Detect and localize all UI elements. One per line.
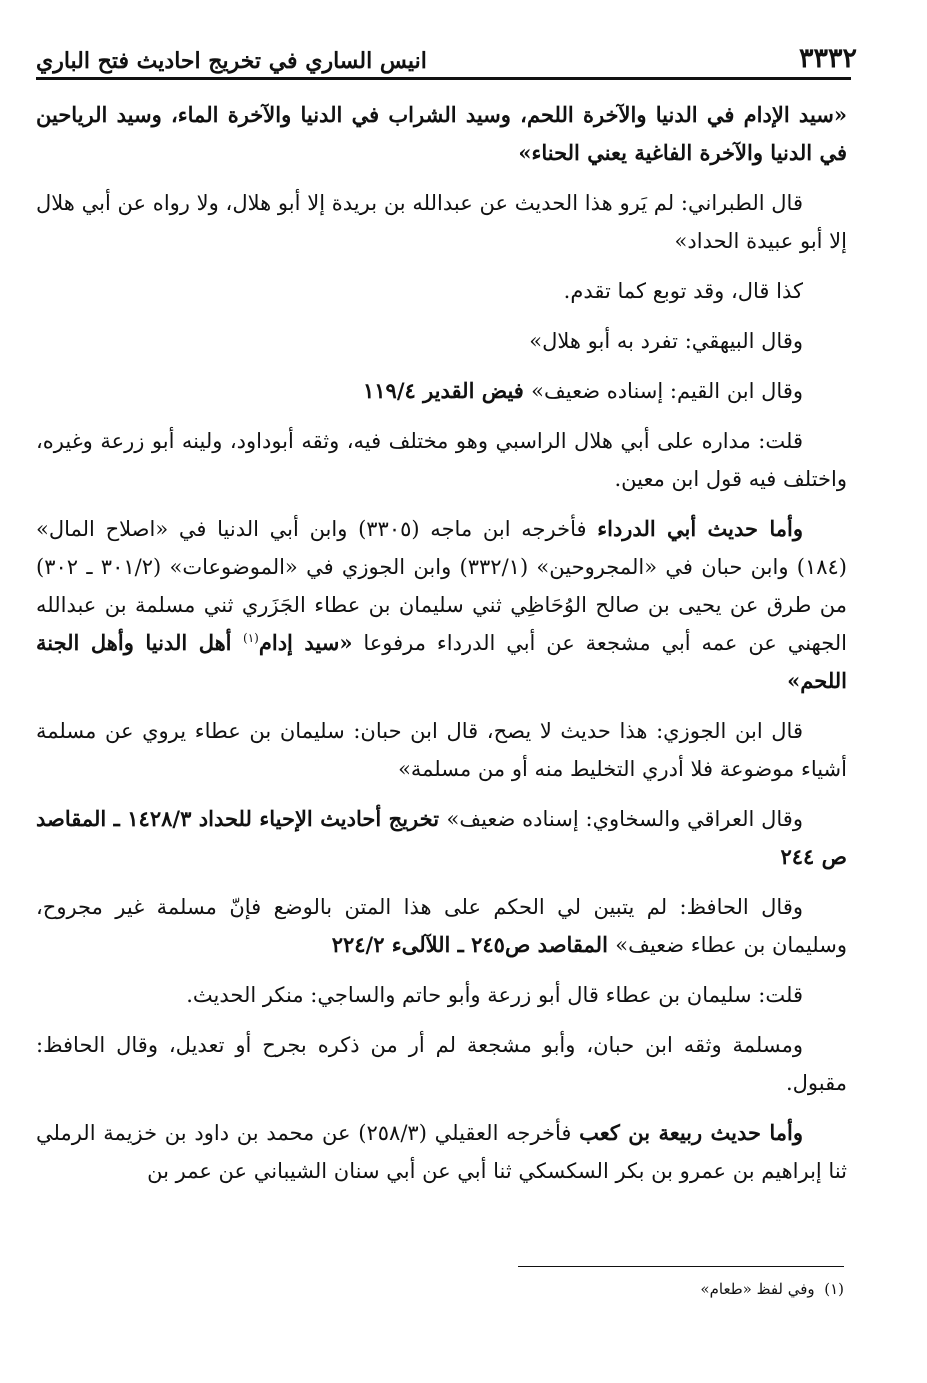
paragraph-hadith-text: «سيد الإدام في الدنيا والآخرة اللحم، وسيد الشراب في الدنيا والآخرة الماء، وسيد الرياحين في الدنيا والآخرة الفاغية يعني الحناء» [36,102,847,165]
page-body [36,96,847,1202]
hafiz-source: المقاصد ص٢٤٥ ـ اللآلىء ٢٢٤/٢ [331,932,616,957]
paragraph-tabarani: قال الطبراني: لم يَرو هذا الحديث عن عبدالله بن بريدة إلا أبو هلال، ولا رواه عن أبي هلال إلا أبو عبيدة الحداد» [36,191,847,253]
paragraph-rabia [36,1114,847,1190]
abu-darda-text: فأخرجه ابن ماجه (٣٣٠٥) وابن أبي الدنيا في «اصلاح المال» (١٨٤) وابن حبان في «المجروحين» (٣٣٢/١) وابن الجوزي في «الموضوعات» (٣٠١/٢ ـ ٣٠٢) من طرق عن يحيى بن صالح الوُحَاظِي ثني سليمان بن عطاء الجَزَري ثني مسلمة بن عبدالله الجهني عن عمه أبي مشجعة عن أبي الدرداء مرفوعا [36,517,848,655]
footnote-rule [518,1266,844,1267]
paragraph-iraqi [36,800,847,876]
footnote [500,1276,844,1302]
paragraph-comment: قلت: مداره على أبي هلال الراسبي وهو مختلف فيه، وثقه أبوداود، ولينه أبو زرعة وغيره، واختلف فيه قول ابن معين. [36,429,847,491]
page-header [36,40,857,74]
page-number: ٣٣٣٢ [798,43,857,74]
paragraph-hafiz [36,888,847,964]
paragraph-sulayman: قلت: سليمان بن عطاء قال أبو زرعة وأبو حاتم والساجي: منكر الحديث. [186,983,803,1007]
ibn-qayyim-source: فيض القدير ١١٩/٤ [362,378,532,403]
footnote-reference: (١) [243,631,259,645]
paragraph-bayhaqi: وقال البيهقي: تفرد به أبو هلال» [529,329,803,353]
footnote-text: وفي لفظ «طعام» [700,1280,815,1298]
paragraph-maslama: ومسلمة وثقه ابن حبان، وأبو مشجعة لم أر من ذكره بجرح أو تعديل، وقال الحافظ: مقبول. [36,1033,847,1095]
hafiz-text: وقال الحافظ: لم يتبين لي الحكم على هذا المتن بالوضع فإنّ مسلمة غير مجروح، وسليمان بن عطاء ضعيف» [36,895,847,957]
header-rule [36,77,851,80]
ibn-qayyim-text: وقال ابن القيم: إسناده ضعيف» [531,379,803,403]
rabia-text: فأخرجه العقيلي (٢٥٨/٣) عن محمد بن داود بن خزيمة الرملي ثنا إبراهيم بن عمرو بن بكر السكسكي ثنا أبي عن أبي سنان الشيباني عن عمر بن [36,1121,847,1183]
abu-darda-quote: «سيد إدام [258,630,353,655]
footnote-number: (١) [824,1280,844,1298]
abu-darda-lead: وأما حديث أبي الدرداء [597,516,803,541]
paragraph-abu-darda [36,510,847,700]
iraqi-text: وقال العراقي والسخاوي: إسناده ضعيف» [446,807,803,831]
paragraph-ibn-jawzi: قال ابن الجوزي: هذا حديث لا يصح، قال ابن حبان: سليمان بن عطاء يروي عن مسلمة أشياء موضوعة فلا أدري التخليط منه أو من مسلمة» [36,719,847,781]
rabia-lead: وأما حديث ربيعة بن كعب [579,1120,803,1145]
running-title: انيس الساري في تخريج احاديث فتح الباري [36,48,427,74]
paragraph-note: كذا قال، وقد توبع كما تقدم. [563,279,803,303]
iraqi-source: تخريج أحاديث الإحياء للحداد ١٤٢٨/٣ ـ المقاصد ص ٢٤٤ [36,806,847,869]
paragraph-ibn-qayyim [36,372,847,410]
abu-darda-quote-end: أهل الدنيا وأهل الجنة اللحم» [36,630,847,693]
